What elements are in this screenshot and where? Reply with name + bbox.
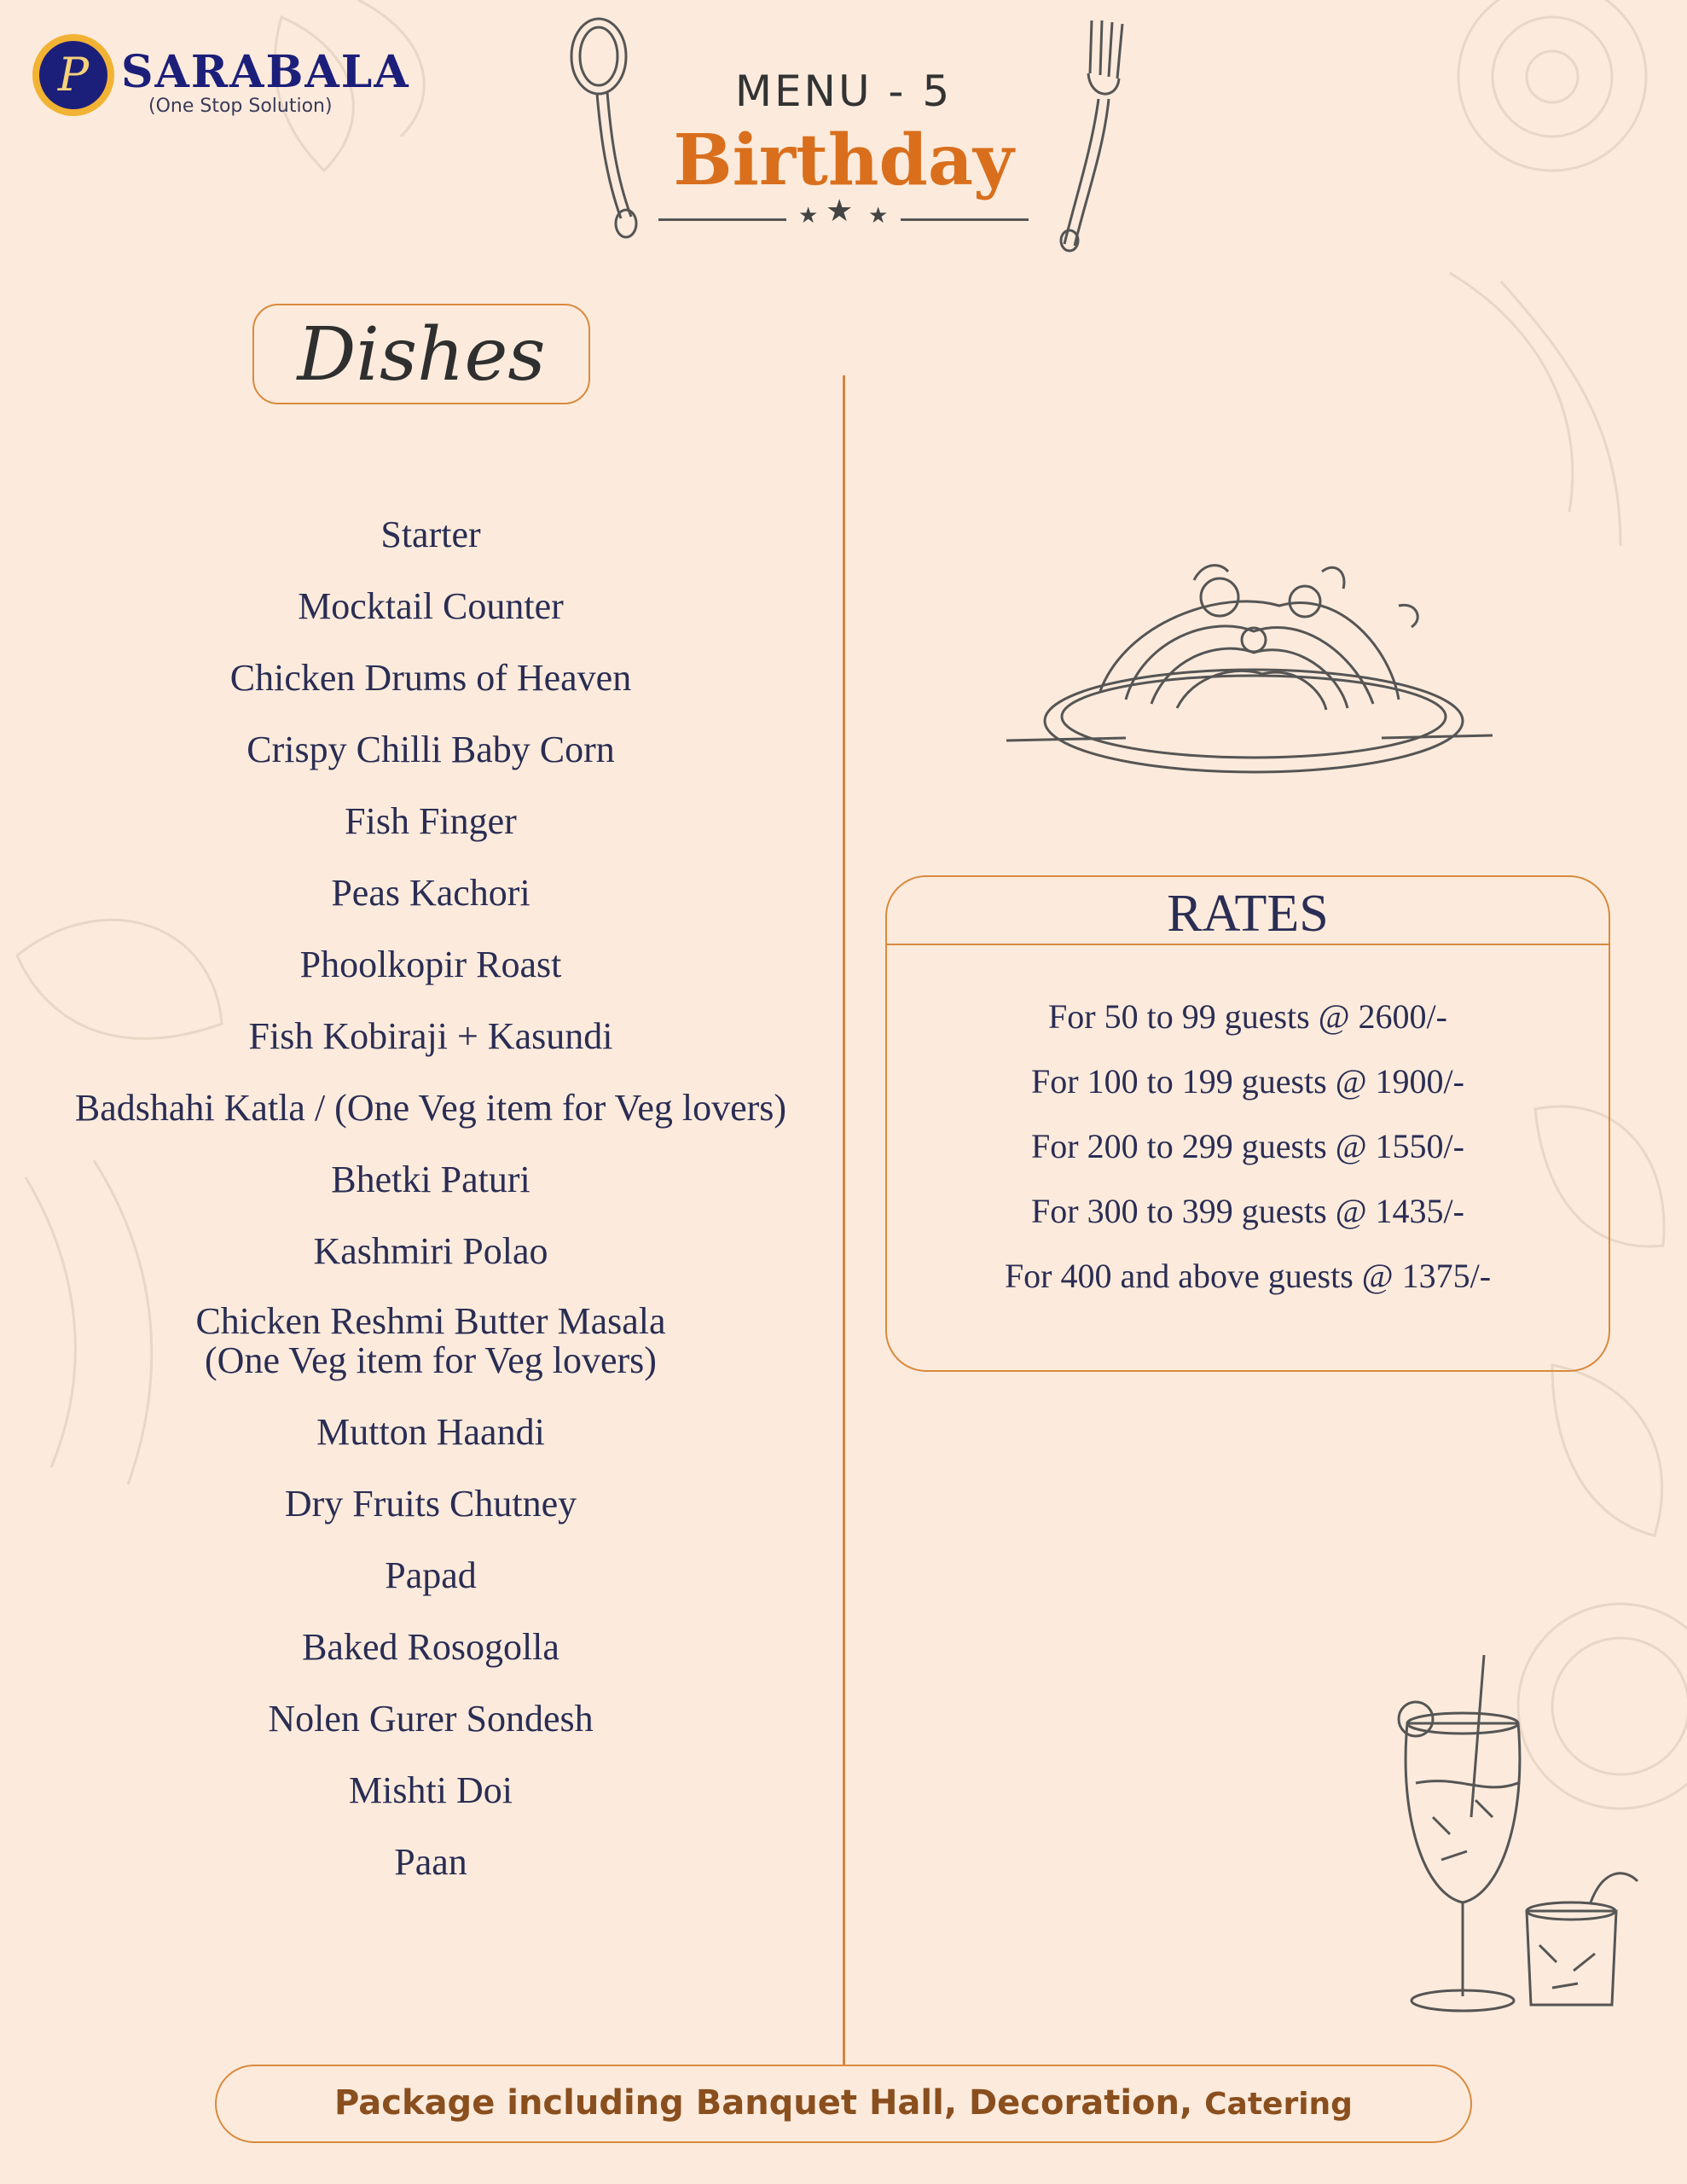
dishes-heading: Dishes: [297, 312, 546, 398]
rate-item: For 300 to 399 guests @ 1435/-: [1031, 1192, 1464, 1230]
rates-heading: RATES: [1167, 885, 1329, 943]
dish-item: Chicken Drums of Heaven: [229, 657, 632, 699]
dish-item: Fish Finger: [345, 800, 517, 842]
rates-divider: [887, 944, 1609, 945]
cocktail-glass-illustration: [1390, 1647, 1646, 2022]
menu-title: Birthday: [673, 119, 1014, 201]
brand-logo: [32, 34, 410, 128]
dish-item: (One Veg item for Veg lovers): [205, 1339, 657, 1381]
package-banner: [215, 2065, 1472, 2143]
dish-item: Kashmiri Polao: [313, 1230, 548, 1272]
dish-item: Chicken Reshmi Butter Masala: [195, 1300, 666, 1342]
rate-item: For 100 to 199 guests @ 1900/-: [1031, 1062, 1464, 1101]
package-banner-main: Package including Banquet Hall, Decoration,: [334, 2083, 1193, 2123]
star-icon: ★: [868, 203, 889, 228]
dish-item: Mocktail Counter: [298, 585, 564, 627]
dish-item: Paan: [394, 1841, 467, 1883]
column-divider: [843, 375, 845, 2066]
dish-item: Mishti Doi: [349, 1769, 513, 1811]
star-icon: ★: [798, 203, 819, 228]
rate-item: For 50 to 99 guests @ 2600/-: [1048, 997, 1447, 1036]
dish-item: Starter: [380, 514, 481, 555]
brand-name: SARABALA: [121, 46, 410, 98]
dish-item: Papad: [385, 1554, 477, 1596]
dish-item: Phoolkopir Roast: [299, 944, 562, 985]
dish-item: Baked Rosogolla: [302, 1626, 559, 1668]
pasta-plate-illustration: [998, 555, 1501, 785]
logo-badge: [32, 34, 114, 116]
dish-item: Fish Kobiraji + Kasundi: [248, 1015, 613, 1057]
rate-item: For 400 and above guests @ 1375/-: [1004, 1257, 1492, 1295]
package-banner-last: Catering: [1204, 2087, 1353, 2122]
package-banner-text: [217, 2083, 1470, 2123]
header-divider-left: [658, 218, 786, 221]
dish-item: Mutton Haandi: [316, 1411, 545, 1453]
menu-number: MENU - 5: [734, 67, 953, 116]
dishes-heading-box: [252, 304, 590, 404]
dish-item: Crispy Chilli Baby Corn: [246, 729, 615, 770]
dish-item: Bhetki Paturi: [331, 1159, 530, 1200]
rate-item: For 200 to 299 guests @ 1550/-: [1031, 1127, 1464, 1165]
dish-item: Peas Kachori: [331, 872, 530, 914]
header-divider-right: [901, 218, 1029, 221]
brand-tagline: (One Stop Solution): [148, 96, 333, 117]
rates-box: [885, 875, 1610, 1372]
star-icon: ★: [826, 194, 854, 228]
logo-letter: P: [39, 41, 107, 109]
dish-item: Badshahi Katla / (One Veg item for Veg lovers): [74, 1087, 787, 1129]
dish-item: Dry Fruits Chutney: [284, 1483, 577, 1525]
dish-item: Nolen Gurer Sondesh: [268, 1698, 594, 1740]
